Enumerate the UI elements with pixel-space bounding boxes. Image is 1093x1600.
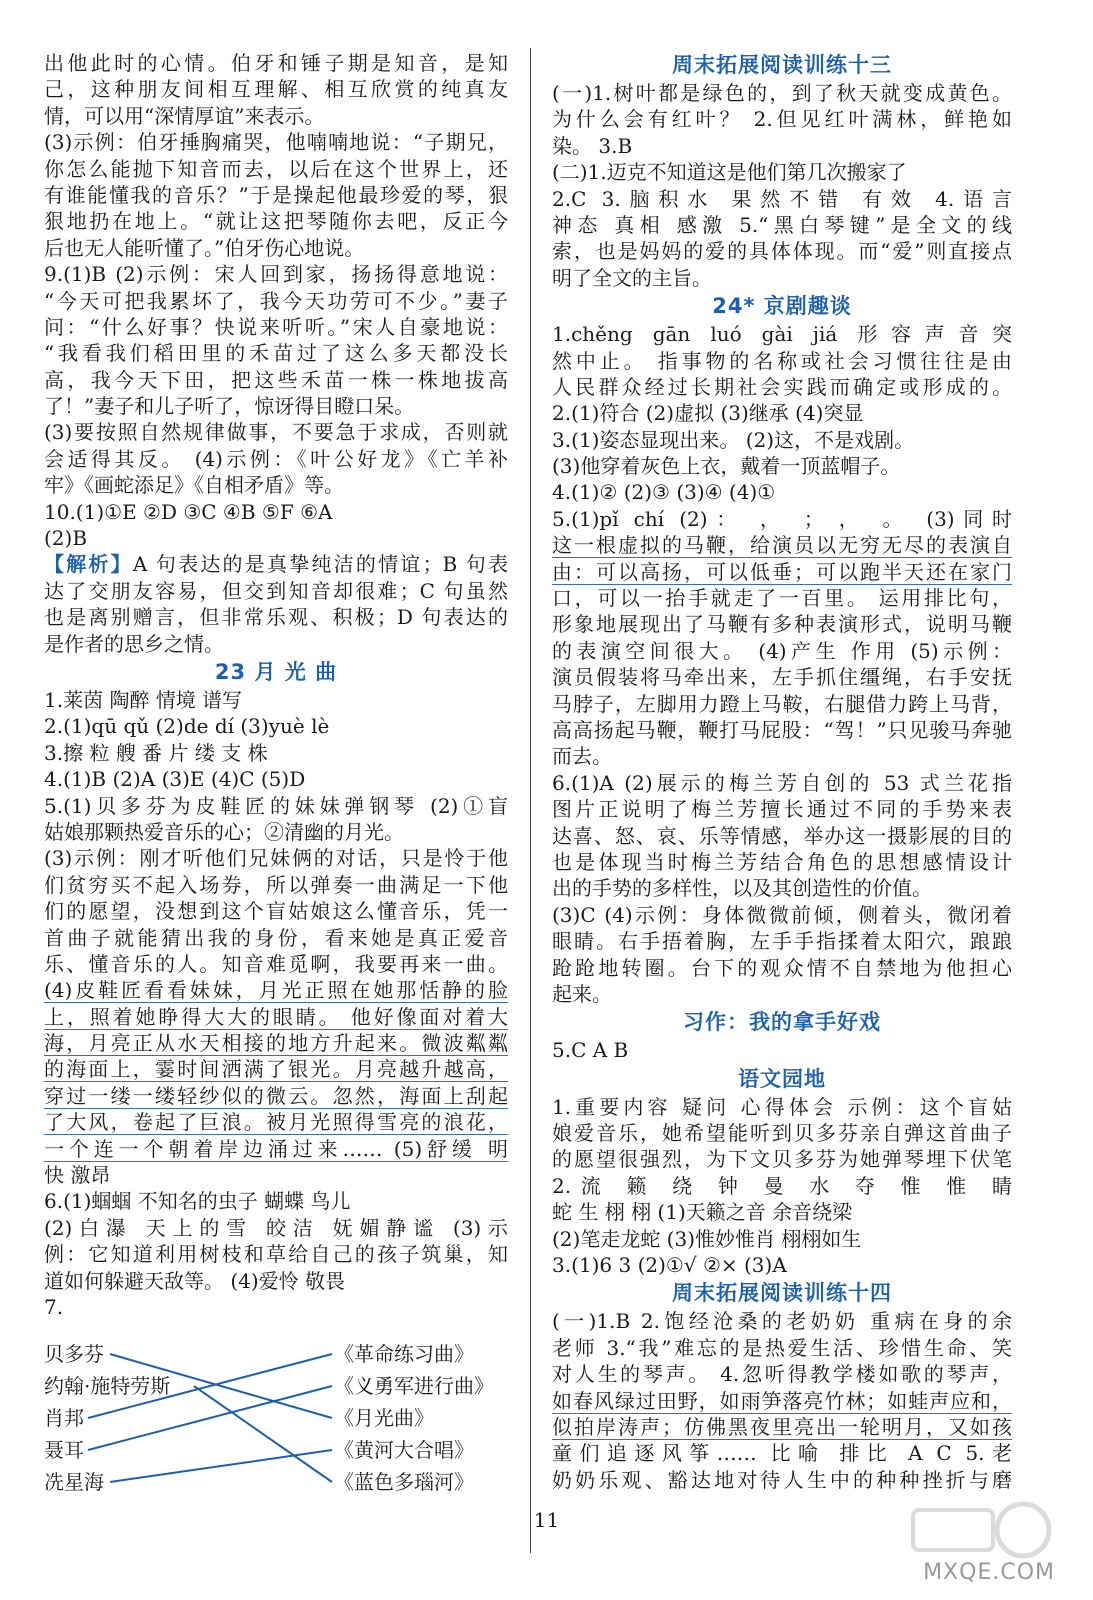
text-line: 起来。 [552, 981, 612, 1006]
text-line: 也是体现当时梅兰芳结合角色的思想感情设计 [552, 849, 1012, 874]
text-line: 5.(1)pǐ chí (2)： ， ； ， 。 (3)同时 [552, 506, 1012, 531]
left-column [44, 50, 508, 1320]
matching-lines [44, 1338, 514, 1498]
text-line: 会适得其反。 (4)示例：《叶公好龙》《亡羊补 [44, 446, 508, 471]
composer-item: 约翰·施特劳斯 [44, 1374, 171, 1398]
text-line: 童们追逐风筝…… 比喻 排比 A C 5.老 [552, 1441, 1012, 1466]
text-line: 的愿望很强烈，为下文贝多芬为她弹琴埋下伏笔 [552, 1147, 1012, 1172]
text-line: 2.(1)符合 (2)虚拟 (3)继承 (4)突显 [552, 401, 864, 426]
text-line: 【解析】A 句表达的是真挚纯洁的情谊；B 句表 [44, 552, 508, 577]
text-line: 4.(1)B (2)A (3)E (4)C (5)D [44, 767, 306, 792]
text-line [552, 559, 1012, 585]
text-line: 问：“什么好事？快说来听听。”宋人自豪地说： [44, 314, 508, 339]
text-line: 牢》《画蛇添足》《自相矛盾》等。 [44, 473, 344, 498]
text-line: 而去。 [552, 744, 612, 769]
underlined-text: 的海面上，霎时间洒满了银光。月亮越升越高， [44, 1057, 508, 1082]
text-line: “我看我们稻田里的禾苗过了这么多天都没长 [44, 341, 508, 366]
text-line: 1.莱茵 陶醉 情境 谱写 [44, 687, 243, 712]
text-line: (2)B [44, 526, 88, 551]
text-line [44, 1083, 508, 1109]
text-line: (3)C (4)示例：身体微微前倾，侧着头，微闭着 [552, 902, 1012, 927]
text-line [44, 1056, 508, 1082]
underlined-text: 似拍岸涛声；仿佛黑夜里亮出一轮明月，又如孩 [552, 1414, 1012, 1439]
text-line: 快 激昂 [44, 1163, 111, 1188]
text-line: 5.(1)贝多芬为皮鞋匠的妹妹弹钢琴 (2)①盲 [44, 793, 508, 818]
watermark-text: MXQE.COM [923, 1560, 1055, 1585]
work-item: 《革命练习曲》 [334, 1342, 474, 1366]
text-line: 2.流 籁 绕 钟 曼 水 夺 惟 惟 睛 [552, 1173, 1012, 1198]
text-line: 姑娘那颗热爱音乐的心；②清幽的月光。 [44, 819, 404, 844]
text-line: 图片正说明了梅兰芳擅长通过不同的手势来表 [552, 797, 1012, 822]
text-line [44, 1109, 508, 1135]
text-line: 的表演空间很大。 (4)产生 作用 (5)示例： [552, 638, 1012, 663]
composer-item: 聂耳 [44, 1438, 84, 1462]
text-line: 索，也是妈妈的爱的具体体现。而“爱”则直接点 [552, 239, 1012, 264]
text-line: 情，可以用“深情厚谊”来表示。 [44, 103, 325, 128]
section-heading: 习作：我的拿手好戏 [683, 1010, 881, 1035]
text-line [552, 1414, 1012, 1440]
text-line [44, 1136, 508, 1162]
text-line: 也是离别赠言，但非常乐观、积极；D 句表达的 [44, 605, 508, 630]
page-number: 11 [533, 1508, 560, 1532]
work-item: 《蓝色多瑙河》 [334, 1470, 474, 1494]
work-item: 《黄河大合唱》 [334, 1438, 474, 1462]
text-line: 跄跄地转圈。台下的观众情不自禁地为他担心 [552, 955, 1012, 980]
text-line: 高高扬起马鞭，鞭打马屁股：“驾！”只见骏马奔驰 [552, 717, 1012, 742]
text-line: 老师 3.“我”难忘的是热爱生活、珍惜生命、笑 [552, 1335, 1012, 1360]
text-line: 有谁能懂我的音乐？”于是操起他最珍爱的琴，狠 [44, 182, 508, 207]
text-line: 奶奶乐观、豁达地对待人生中的种种挫折与磨 [552, 1467, 1012, 1492]
text-line: 6.(1)蝈蝈 不知名的虫子 蝴蝶 鸟儿 [44, 1189, 351, 1214]
text-line: 10.(1)①E ②D ③C ④B ⑤F ⑥A [44, 499, 333, 524]
text-line: 4.(1)② (2)③ (3)④ (4)① [552, 480, 776, 505]
text-line: (一)1.树叶都是绿色的，到了秋天就变成黄色。 [552, 81, 1012, 105]
analysis-tag: 【解析】 [44, 552, 133, 577]
text-line: 狠地扔在地上。“就让这把琴随你去吧，反正今 [44, 209, 508, 234]
text-line: 1.chěng gān luó gài jiá 形容声音突 [552, 322, 1012, 347]
underlined-text: 上，照着她睁得大大的眼睛。 他好像面对着大 [44, 1004, 508, 1029]
text-line: 5.C A B [552, 1038, 629, 1063]
text-line: 达了交朋友容易，但交到知音却很难；C 句虽然 [44, 578, 508, 603]
right-column [552, 50, 1012, 1493]
text-line: (3)他穿着灰色上衣，戴着一顶蓝帽子。 [552, 454, 901, 479]
text-line: 道如何躲避天敌等。 (4)爱怜 敬畏 [44, 1268, 346, 1293]
text-line: 高，我今天下田，把这些禾苗一株一株地拔高 [44, 367, 508, 392]
text-line: 3.(1)6 3 (2)①√ ②× (3)A [552, 1253, 787, 1278]
text-line: 明了全文的主旨。 [552, 265, 712, 290]
text-line [44, 1004, 508, 1030]
text-line: (2)白瀑 天上的雪 皎洁 妩媚静谧 (3)示 [44, 1215, 508, 1240]
work-item: 《月光曲》 [334, 1406, 434, 1430]
text-line: 出的手势的多样性，以及其创造性的价值。 [552, 876, 932, 901]
text-line: 乐、懂音乐的人。知音难觅啊，我要再来一曲。 [44, 951, 508, 976]
text-line: 蛇 生 栩 栩 (1)天籁之音 余音绕梁 [552, 1200, 853, 1225]
underlined-text: 如春风绿过田野，如雨笋落亮竹林；如蛙声应和， [552, 1388, 1012, 1413]
text-line: 是作者的思乡之情。 [44, 631, 224, 656]
text-line: 了！”妻子和儿子听了，惊讶得目瞪口呆。 [44, 394, 415, 419]
text-line: (3)要按照自然规律做事，不要急于求成，否则就 [44, 420, 508, 445]
section-heading: 24* 京剧趣谈 [712, 294, 852, 319]
underlined-text: (4)皮鞋匠看看妹妹，月光正照在她那恬静的脸 [44, 978, 508, 1003]
text-line: 眼睛。右手捂着胸，左手手指揉着太阳穴，踉踉 [552, 929, 1012, 954]
text-line: 首曲子就能猜出我的身份，看来她是真正爱音 [44, 925, 508, 950]
text-line: 演员假装将马牵出来，左手抓住缰绳，右手安抚 [552, 665, 1012, 690]
text-line: 马脖子，左脚用力蹬上马鞍，右腿借力跨上马背， [552, 691, 1012, 716]
column-divider [530, 48, 531, 1553]
text-line [552, 532, 1012, 558]
underlined-text: 由：可以高扬，可以低垂；可以跑半天还在家门 [552, 559, 1012, 584]
text-line: 3.(1)姿态显现出来。 (2)这，不是戏剧。 [552, 427, 915, 452]
text-line: 7. [44, 1294, 64, 1319]
underlined-text: 穿过一缕一缕轻纱似的微云。忽然，海面上刮起 [44, 1083, 508, 1108]
text-line: (2)笔走龙蛇 (3)惟妙惟肖 栩栩如生 [552, 1226, 862, 1251]
text-line [44, 1030, 508, 1056]
composer-item: 冼星海 [44, 1470, 104, 1494]
text-line: (一)1.B 2.饱经沧桑的老奶奶 重病在身的余 [552, 1309, 1012, 1334]
text-line: 形象地展现出了马鞭有多种表演形式，说明马鞭 [552, 612, 1012, 637]
text-line: 你怎么能抛下知音而去，以后在这个世界上，还 [44, 156, 508, 181]
text-line [44, 977, 508, 1003]
text-line: 6.(1)A (2)展示的梅兰芳自创的 53 式兰花指 [552, 770, 1012, 795]
text-line: 人民群众经过长期社会实践而确定或形成的。 [552, 374, 1012, 399]
underlined-text: 一个连一个朝着岸边涌过来…… (5)舒缓 明 [44, 1136, 508, 1161]
text-line: (3)示例：刚才听他们兄妹俩的对话，只是怜于他 [44, 846, 508, 871]
text-line: 娘爱音乐，她希望能听到贝多芬亲自弹这首曲子 [552, 1121, 1012, 1146]
text-line: (二)1.迈克不知道这是他们第几次搬家了 [552, 160, 907, 185]
text-line: 然中止。 指事物的名称或社会习惯往往是由 [552, 348, 1012, 373]
section-heading: 语文园地 [738, 1066, 826, 1091]
text-line: 9.(1)B (2)示例：宋人回到家，扬扬得意地说： [44, 262, 508, 287]
text-line: 己，这种朋友间相互理解、相互欣赏的纯真友 [44, 77, 508, 102]
text-line: 出他此时的心情。伯牙和锤子期是知音，是知 [44, 51, 508, 75]
text-line: 后也无人能听懂了。”伯牙伤心地说。 [44, 235, 365, 260]
work-item: 《义勇军进行曲》 [334, 1374, 494, 1398]
text-line: 3.擦 粒 艘 番 片 缕 支 株 [44, 740, 268, 765]
text-line [552, 1388, 1012, 1414]
section-heading: 周末拓展阅读训练十四 [672, 1281, 892, 1306]
text-line: 2.C 3.脑积水 果然不错 有效 4.语言 [552, 186, 1012, 211]
text-line: 口，可以一抬手就走了一百里。 运用排比句， [552, 586, 1012, 611]
text-line: “今天可把我累坏了，我今天功劳可不少。”妻子 [44, 288, 508, 313]
underlined-text: 海，月亮正从水天相接的地方升起来。微波粼粼 [44, 1031, 508, 1056]
text-line: 们贫穷买不起入场券，所以弹奏一曲满足一下他 [44, 872, 508, 897]
text-line: 2.(1)qū qǔ (2)de dí (3)yuè lè [44, 714, 330, 739]
text-line: 1.重要内容 疑问 心得体会 示例：这个盲姑 [552, 1094, 1012, 1119]
composer-item: 贝多芬 [44, 1342, 104, 1366]
text-line: 对人生的琴声。 4.忽听得教学楼如歌的琴声， [552, 1362, 1012, 1387]
watermark-logo [903, 1470, 1053, 1570]
text-line: 染。 3.B [552, 133, 633, 158]
underlined-text: 这一根虚拟的马鞭，给演员以无穷无尽的表演自 [552, 533, 1012, 558]
section-heading: 23 月 光 曲 [214, 659, 338, 684]
text-line: 为什么会有红叶？ 2.但见红叶满林，鲜艳如 [552, 107, 1012, 132]
text-line: (3)示例：伯牙捶胸痛哭，他喃喃地说：“子期兄， [44, 130, 508, 155]
text-line: 达喜、怒、哀、乐等情感，举办这一摄影展的目的 [552, 823, 1012, 848]
underlined-text: 了大风，卷起了巨浪。被月光照得雪亮的浪花， [44, 1110, 508, 1135]
text-line: 神态 真相 感激 5.“黑白琴键”是全文的线 [552, 212, 1012, 237]
text-line: 例：它知道利用树枝和草给自己的孩子筑巢，知 [44, 1242, 508, 1267]
section-heading: 周末拓展阅读训练十三 [672, 53, 892, 77]
text-line: 们的愿望，没想到这个盲姑娘这么懂音乐，凭一 [44, 899, 508, 924]
matching-exercise [44, 1338, 514, 1498]
composer-item: 肖邦 [44, 1406, 84, 1430]
